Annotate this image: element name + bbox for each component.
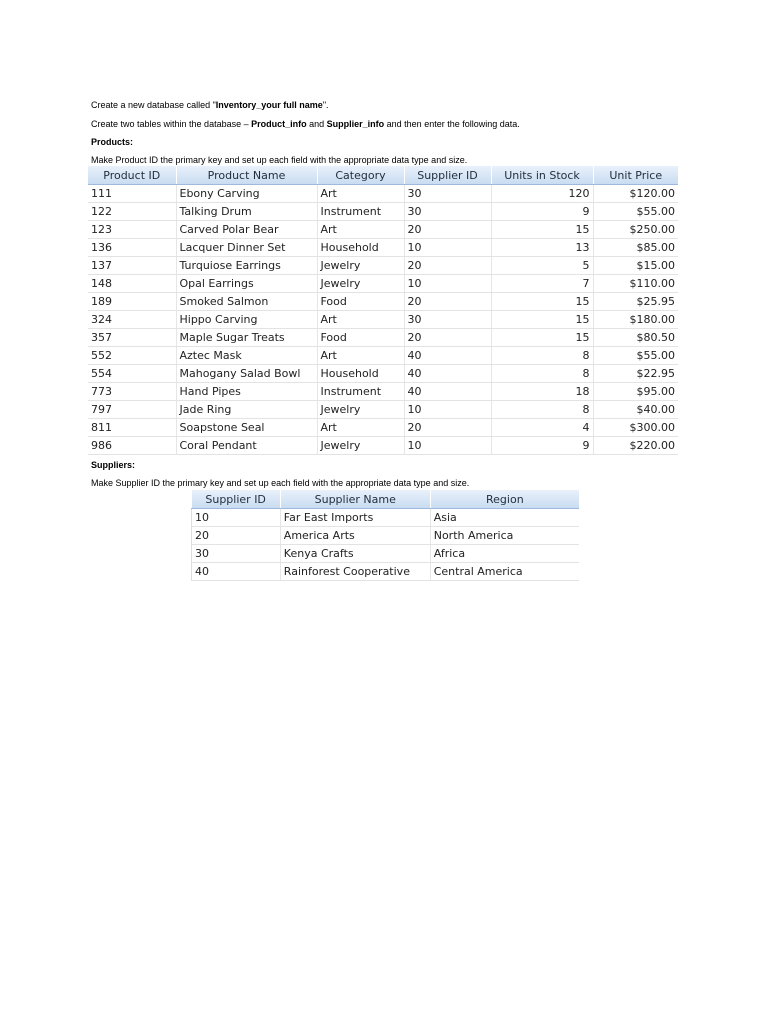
table-cell: 148 [88, 275, 176, 293]
table-cell: 10 [404, 239, 491, 257]
table-row [192, 509, 580, 527]
table-cell: 986 [88, 437, 176, 455]
table-cell: Hand Pipes [176, 383, 317, 401]
table-cell: Art [317, 311, 404, 329]
table-cell: $55.00 [593, 347, 678, 365]
table-row [88, 311, 678, 329]
table-cell: 20 [192, 527, 281, 545]
table-cell: 15 [491, 329, 593, 347]
table-cell: Ebony Carving [176, 185, 317, 203]
table-cell: Instrument [317, 203, 404, 221]
table-cell: Mahogany Salad Bowl [176, 365, 317, 383]
table-cell: $95.00 [593, 383, 678, 401]
table-cell: Aztec Mask [176, 347, 317, 365]
table-cell: 7 [491, 275, 593, 293]
table-cell: $300.00 [593, 419, 678, 437]
table-row [88, 203, 678, 221]
table-cell: 8 [491, 365, 593, 383]
products-header-row [88, 166, 678, 185]
column-header-product-id: Product ID [88, 166, 176, 185]
table-cell: Art [317, 347, 404, 365]
table-cell: 123 [88, 221, 176, 239]
table-cell: 554 [88, 365, 176, 383]
table-cell: Jewelry [317, 257, 404, 275]
column-header-product-name: Product Name [176, 166, 317, 185]
table-cell: 10 [404, 437, 491, 455]
table-row [88, 221, 678, 239]
table-cell: 5 [491, 257, 593, 275]
instruction-text: Create a new database called " [91, 100, 216, 110]
supplier-table-name: Supplier_info [326, 119, 385, 129]
products-table [88, 166, 678, 455]
table-cell: 20 [404, 419, 491, 437]
table-row [192, 563, 580, 581]
table-cell: Maple Sugar Treats [176, 329, 317, 347]
table-cell: Art [317, 419, 404, 437]
table-cell: 8 [491, 347, 593, 365]
table-cell: Talking Drum [176, 203, 317, 221]
table-cell: 30 [404, 311, 491, 329]
table-cell: $25.95 [593, 293, 678, 311]
table-cell: Coral Pendant [176, 437, 317, 455]
table-cell: Instrument [317, 383, 404, 401]
suppliers-header-row [192, 490, 580, 509]
table-cell: Hippo Carving [176, 311, 317, 329]
table-cell: Smoked Salmon [176, 293, 317, 311]
table-cell: 8 [491, 401, 593, 419]
table-cell: 4 [491, 419, 593, 437]
table-cell: $22.95 [593, 365, 678, 383]
table-row [88, 185, 678, 203]
suppliers-table [191, 490, 579, 581]
table-cell: 136 [88, 239, 176, 257]
table-cell: 10 [404, 401, 491, 419]
table-cell: 357 [88, 329, 176, 347]
table-cell: 9 [491, 203, 593, 221]
table-cell: Jade Ring [176, 401, 317, 419]
column-header-units-in-stock: Units in Stock [491, 166, 593, 185]
table-cell: 552 [88, 347, 176, 365]
table-cell: 120 [491, 185, 593, 203]
table-row [88, 401, 678, 419]
table-row [88, 347, 678, 365]
table-cell: 797 [88, 401, 176, 419]
table-cell: Food [317, 293, 404, 311]
table-cell: 40 [192, 563, 281, 581]
instruction-line-1 [91, 99, 329, 111]
table-cell: $220.00 [593, 437, 678, 455]
table-row [88, 239, 678, 257]
table-cell: Carved Polar Bear [176, 221, 317, 239]
table-cell: $120.00 [593, 185, 678, 203]
instruction-text: ". [322, 100, 329, 110]
table-cell: $40.00 [593, 401, 678, 419]
table-cell: Art [317, 221, 404, 239]
column-header-supplier-name: Supplier Name [280, 490, 430, 509]
table-cell: Far East Imports [280, 509, 430, 527]
instruction-text: and [306, 119, 327, 129]
products-heading: Products: [91, 137, 134, 147]
table-cell: 10 [404, 275, 491, 293]
table-cell: Opal Earrings [176, 275, 317, 293]
table-cell: 324 [88, 311, 176, 329]
table-cell: Food [317, 329, 404, 347]
table-cell: 30 [404, 203, 491, 221]
table-row [88, 293, 678, 311]
database-name: Inventory_your full name [215, 100, 323, 110]
table-cell: 137 [88, 257, 176, 275]
table-cell: 15 [491, 221, 593, 239]
instruction-text: and then enter the following data. [384, 119, 520, 129]
table-cell: Soapstone Seal [176, 419, 317, 437]
table-cell: 773 [88, 383, 176, 401]
table-cell: 30 [404, 185, 491, 203]
table-cell: America Arts [280, 527, 430, 545]
table-row [88, 329, 678, 347]
table-cell: 15 [491, 293, 593, 311]
table-row [88, 275, 678, 293]
table-cell: 189 [88, 293, 176, 311]
column-header-supplier-id: Supplier ID [404, 166, 491, 185]
table-cell: North America [430, 527, 579, 545]
table-cell: 20 [404, 221, 491, 239]
table-row [88, 437, 678, 455]
table-cell: Lacquer Dinner Set [176, 239, 317, 257]
table-cell: 18 [491, 383, 593, 401]
table-cell: 122 [88, 203, 176, 221]
table-cell: Rainforest Cooperative [280, 563, 430, 581]
table-cell: 20 [404, 329, 491, 347]
table-cell: 13 [491, 239, 593, 257]
table-cell: 811 [88, 419, 176, 437]
table-cell: $85.00 [593, 239, 678, 257]
table-cell: Asia [430, 509, 579, 527]
suppliers-note: Make Supplier ID the primary key and set up each field with the appropriate data type and size. [91, 478, 470, 488]
column-header-region: Region [430, 490, 579, 509]
table-cell: 20 [404, 257, 491, 275]
table-cell: 40 [404, 383, 491, 401]
table-cell: 30 [192, 545, 281, 563]
table-cell: 111 [88, 185, 176, 203]
table-cell: 15 [491, 311, 593, 329]
table-cell: Turquiose Earrings [176, 257, 317, 275]
table-cell: Jewelry [317, 437, 404, 455]
table-cell: Art [317, 185, 404, 203]
suppliers-heading: Suppliers: [91, 460, 136, 470]
table-cell: 20 [404, 293, 491, 311]
table-cell: 9 [491, 437, 593, 455]
table-cell: $80.50 [593, 329, 678, 347]
column-header-supplier-id: Supplier ID [192, 490, 281, 509]
table-row [192, 545, 580, 563]
table-row [192, 527, 580, 545]
table-cell: Household [317, 239, 404, 257]
table-cell: $180.00 [593, 311, 678, 329]
table-cell: Kenya Crafts [280, 545, 430, 563]
table-cell: Central America [430, 563, 579, 581]
table-cell: Africa [430, 545, 579, 563]
table-cell: $15.00 [593, 257, 678, 275]
column-header-category: Category [317, 166, 404, 185]
products-note: Make Product ID the primary key and set up each field with the appropriate data type and size. [91, 155, 468, 165]
table-cell: 10 [192, 509, 281, 527]
table-row [88, 383, 678, 401]
instruction-text: Create two tables within the database – [91, 119, 252, 129]
table-cell: $110.00 [593, 275, 678, 293]
table-cell: Jewelry [317, 401, 404, 419]
instruction-line-2 [91, 118, 520, 130]
column-header-unit-price: Unit Price [593, 166, 678, 185]
table-row [88, 365, 678, 383]
table-cell: 40 [404, 347, 491, 365]
table-cell: $55.00 [593, 203, 678, 221]
table-cell: 40 [404, 365, 491, 383]
product-table-name: Product_info [251, 119, 307, 129]
table-cell: Household [317, 365, 404, 383]
table-row [88, 257, 678, 275]
table-row [88, 419, 678, 437]
table-cell: Jewelry [317, 275, 404, 293]
table-cell: $250.00 [593, 221, 678, 239]
